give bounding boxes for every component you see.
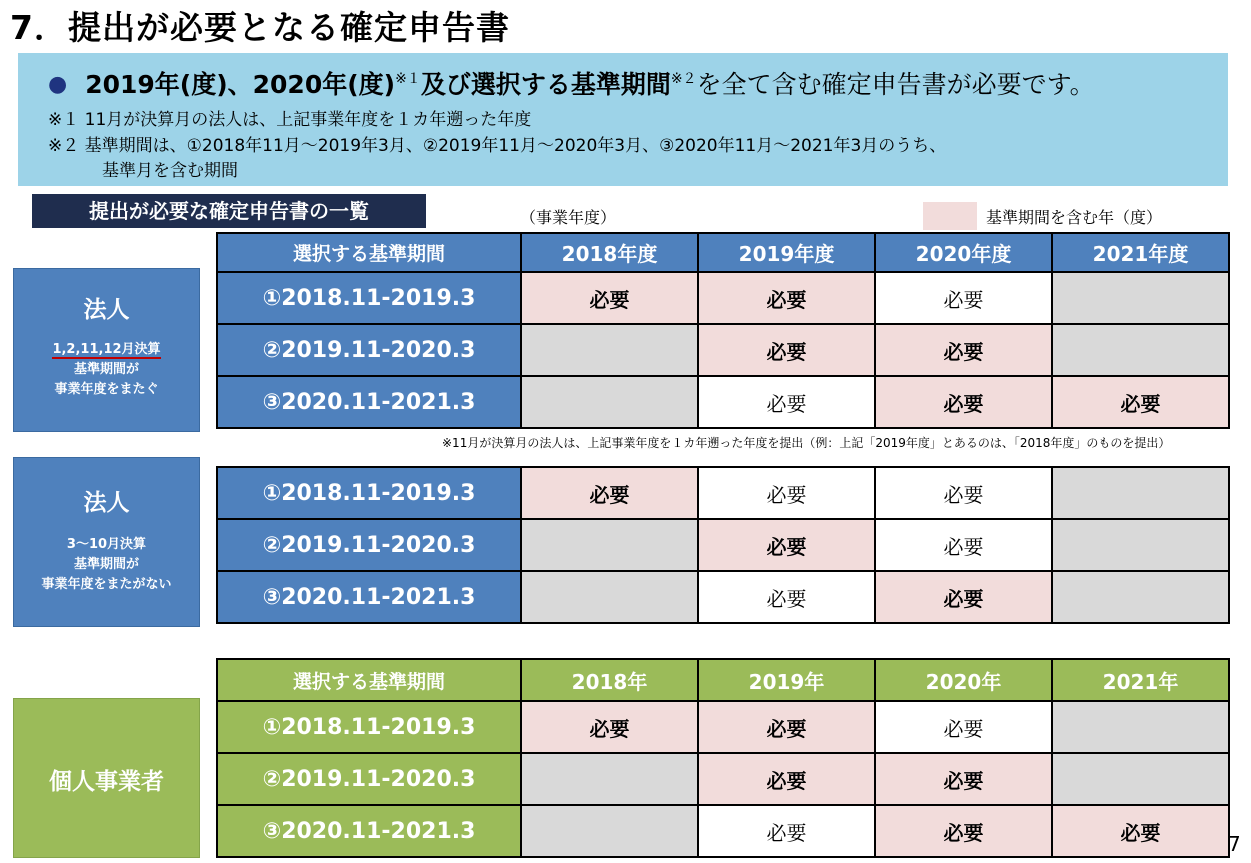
page-number: 7 xyxy=(1228,832,1241,856)
table-cell: 必要 xyxy=(876,572,1051,622)
side-title: 法人 xyxy=(83,297,130,323)
table-cell: 必要 xyxy=(1053,806,1228,856)
table-corp-crossing xyxy=(216,232,1230,429)
period-cell: ②2019.11-2020.3 xyxy=(218,520,520,570)
table-cell: 必要 xyxy=(699,520,874,570)
note-2-line1: ※２ 基準期間は、①2018年11月～2019年3月、②2019年11月～2020年3月、③2020年11月～2021年3月のうち、 xyxy=(48,136,947,156)
side-sub1: 3～10月決算 xyxy=(66,537,147,552)
info-sup1: ※１ xyxy=(395,71,421,87)
table-cell xyxy=(1053,325,1228,375)
table-cell: 必要 xyxy=(876,377,1051,427)
table-cell: 必要 xyxy=(1053,377,1228,427)
header-year: 2020年 xyxy=(876,660,1051,700)
table-cell xyxy=(522,520,697,570)
note-2-line2: 基準月を含む期間 xyxy=(102,161,238,181)
table-cell: 必要 xyxy=(876,325,1051,375)
table-cell xyxy=(1053,754,1228,804)
side-sub3: 事業年度をまたがない xyxy=(41,577,172,592)
side-title: 法人 xyxy=(83,490,130,516)
note-2 xyxy=(48,131,946,181)
info-sup2: ※２ xyxy=(670,71,697,87)
side-sub2: 基準期間が xyxy=(73,557,139,572)
table-cell: 必要 xyxy=(876,806,1051,856)
table-cell xyxy=(1053,572,1228,622)
header-year: 2019年 xyxy=(699,660,874,700)
header-year: 2018年 xyxy=(522,660,697,700)
info-main-part2: 及び選択する基準期間 xyxy=(420,70,671,99)
side-title: 個人事業者 xyxy=(49,769,164,795)
table-cell: 必要 xyxy=(522,273,697,323)
note-1: ※１ 11月が決算月の法人は、上記事業年度を１カ年遡った年度 xyxy=(48,110,532,130)
period-cell: ③2020.11-2021.3 xyxy=(218,377,520,427)
table-cell: 必要 xyxy=(699,754,874,804)
period-cell: ②2019.11-2020.3 xyxy=(218,754,520,804)
table-cell: 必要 xyxy=(699,468,874,518)
side-sub2: 基準期間が xyxy=(73,362,139,377)
table-cell: 必要 xyxy=(699,702,874,752)
table-cell xyxy=(522,754,697,804)
table-cell xyxy=(1053,520,1228,570)
period-cell: ③2020.11-2021.3 xyxy=(218,806,520,856)
info-box xyxy=(18,53,1228,186)
side-label-corp-not-crossing xyxy=(13,457,200,627)
table-cell: 必要 xyxy=(699,806,874,856)
list-label: 提出が必要な確定申告書の一覧 xyxy=(32,194,426,228)
footnote: ※11月が決算月の法人は、上記事業年度を１カ年遡った年度を提出（例：上記「2019年度」とあるのは、「2018年度」のものを提出） xyxy=(442,436,1171,450)
header-year: 2018年度 xyxy=(522,234,697,271)
header-year: 2019年度 xyxy=(699,234,874,271)
year-note: （事業年度） xyxy=(520,208,617,227)
info-main-part3: を全て含む確定申告書が必要です。 xyxy=(696,70,1095,99)
table-cell: 必要 xyxy=(876,273,1051,323)
table-cell: 必要 xyxy=(876,520,1051,570)
header-year: 2021年 xyxy=(1053,660,1228,700)
table-corp-not-crossing xyxy=(216,466,1230,624)
period-cell: ③2020.11-2021.3 xyxy=(218,572,520,622)
table-cell: 必要 xyxy=(876,754,1051,804)
bullet-icon: ● xyxy=(48,72,68,97)
table-cell: 必要 xyxy=(522,702,697,752)
table-cell: 必要 xyxy=(522,468,697,518)
table-cell: 必要 xyxy=(699,572,874,622)
table-cell: 必要 xyxy=(699,273,874,323)
side-sub1: 1,2,11,12月決算 xyxy=(52,342,161,357)
period-cell: ②2019.11-2020.3 xyxy=(218,325,520,375)
table-cell xyxy=(1053,702,1228,752)
side-sub3: 事業年度をまたぐ xyxy=(54,382,159,397)
table-cell: 必要 xyxy=(699,325,874,375)
legend-swatch xyxy=(923,202,977,230)
table-cell: 必要 xyxy=(699,377,874,427)
side-label-sole-proprietor xyxy=(13,698,200,858)
header-period: 選択する基準期間 xyxy=(218,660,520,700)
table-cell xyxy=(1053,468,1228,518)
table-cell: 必要 xyxy=(876,468,1051,518)
side-label-corp-crossing xyxy=(13,268,200,432)
header-year: 2021年度 xyxy=(1053,234,1228,271)
period-cell: ①2018.11-2019.3 xyxy=(218,468,520,518)
info-main-line xyxy=(48,65,1095,101)
header-year: 2020年度 xyxy=(876,234,1051,271)
table-cell xyxy=(522,325,697,375)
table-cell: 必要 xyxy=(876,702,1051,752)
table-cell xyxy=(522,806,697,856)
period-cell: ①2018.11-2019.3 xyxy=(218,702,520,752)
info-main-part1: 2019年(度)、2020年(度) xyxy=(85,70,396,99)
header-period: 選択する基準期間 xyxy=(218,234,520,271)
page-title: 7．提出が必要となる確定申告書 xyxy=(10,8,510,47)
table-cell xyxy=(1053,273,1228,323)
table-cell xyxy=(522,572,697,622)
table-cell xyxy=(522,377,697,427)
table-sole-proprietor xyxy=(216,658,1230,858)
legend-text: 基準期間を含む年（度） xyxy=(986,208,1163,227)
period-cell: ①2018.11-2019.3 xyxy=(218,273,520,323)
